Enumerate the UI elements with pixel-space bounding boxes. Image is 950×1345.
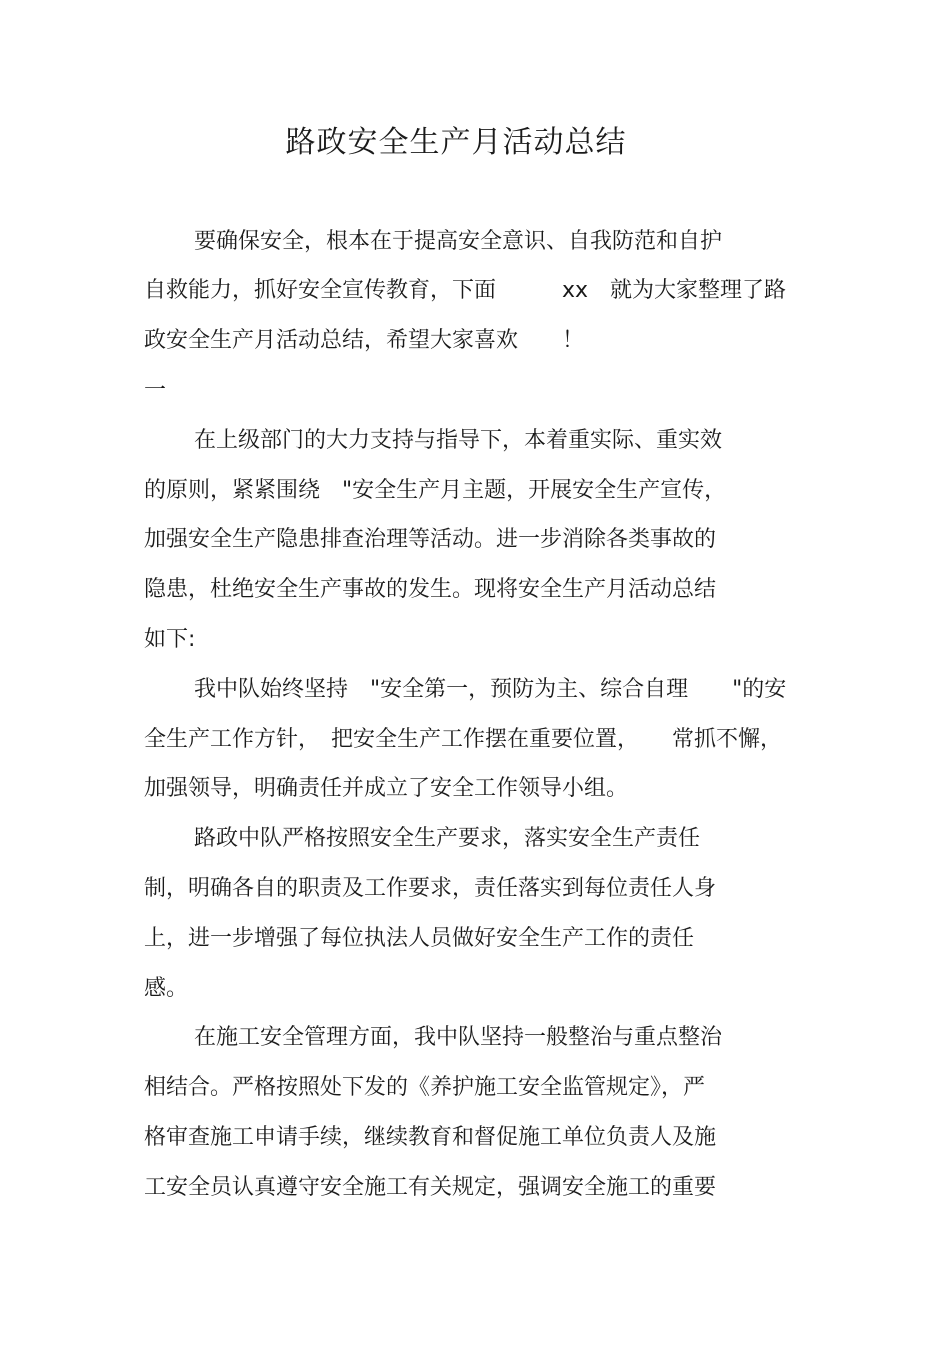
body-line: 加强安全生产隐患排查治理等活动。进一步消除各类事故的 — [144, 527, 717, 552]
body-line: 路政中队严格按照安全生产要求，落实安全生产责任 — [194, 826, 701, 851]
body-line: 在施工安全管理方面，我中队坚持一般整治与重点整治 — [194, 1025, 723, 1050]
section-number: 一 — [144, 378, 167, 403]
body-line: 相结合。严格按照处下发的《养护施工安全监管规定》，严 — [144, 1075, 706, 1100]
body-line: 全生产工作方针， 把安全生产工作摆在重要位置， 常抓不懈， — [144, 727, 783, 752]
body-line: 加强领导，明确责任并成立了安全工作领导小组。 — [144, 776, 629, 801]
body-line: 隐患，杜绝安全生产事故的发生。现将安全生产月活动总结 — [144, 577, 717, 602]
document-title: 路政安全生产月活动总结 — [285, 125, 627, 160]
body-line: 自救能力，抓好安全宣传教育，下面 xx 就为大家整理了路 — [144, 278, 787, 303]
body-line: 如下: — [144, 627, 196, 652]
body-line: 工安全员认真遵守安全施工有关规定，强调安全施工的重要 — [144, 1175, 717, 1200]
body-line: 政安全生产月活动总结，希望大家喜欢 ！ — [144, 328, 585, 353]
body-line: 要确保安全，根本在于提高安全意识、自我防范和自护 — [194, 229, 723, 254]
body-line: 感。 — [144, 976, 189, 1001]
body-line: 格审查施工申请手续，继续教育和督促施工单位负责人及施 — [144, 1125, 717, 1150]
body-line: 的原则，紧紧围绕 "安全生产月主题，开展安全生产宣传， — [144, 478, 727, 503]
body-line: 制，明确各自的职责及工作要求，责任落实到每位责任人身 — [144, 876, 717, 901]
body-line: 上，进一步增强了每位执法人员做好安全生产工作的责任 — [144, 926, 695, 951]
body-line: 我中队始终坚持 "安全第一，预防为主、综合自理 "的安 — [194, 677, 787, 702]
body-line: 在上级部门的大力支持与指导下，本着重实际、重实效 — [194, 428, 723, 453]
